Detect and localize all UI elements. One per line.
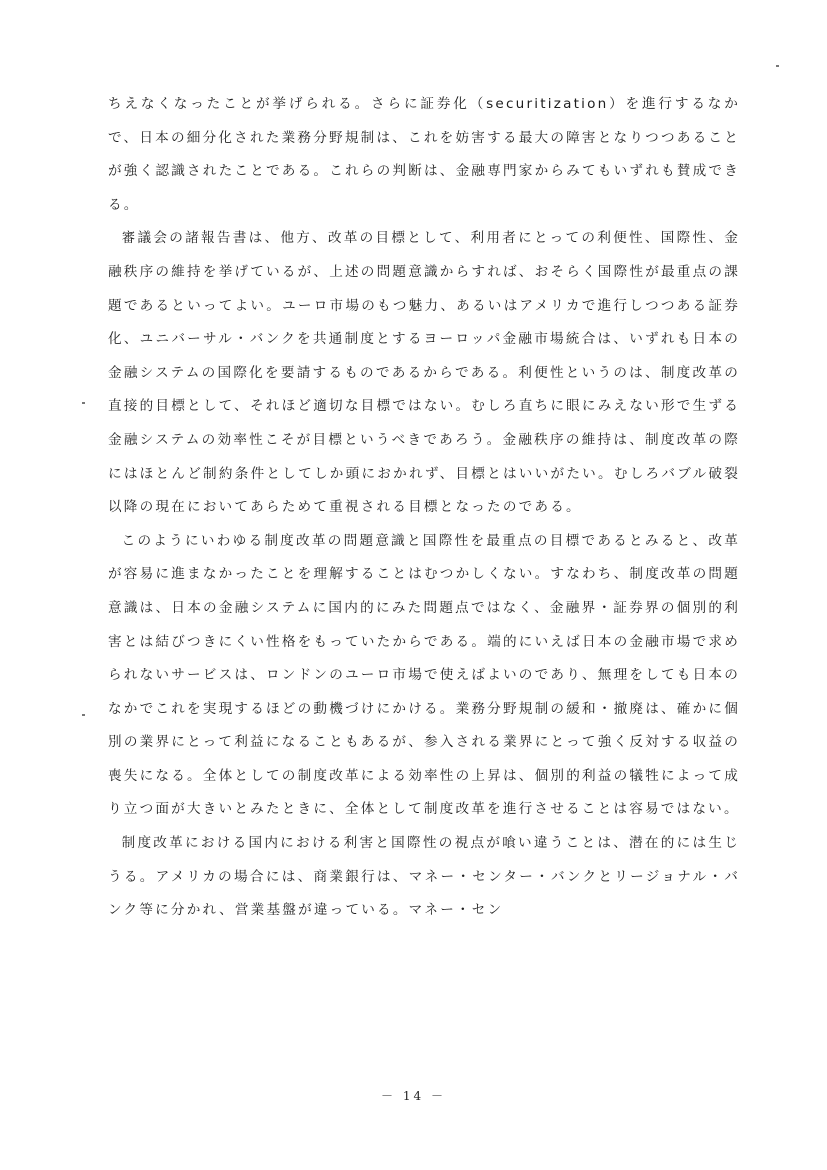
paragraph-4: 制度改革における国内における利害と国際性の視点が喰い違うことは、潜在的には生じうる。アメリカの場合には、商業銀行は、マネー・センター・バンクとリージョナル・バンク等に分かれ、営業基盤が違っている。マネー・セン — [108, 835, 740, 919]
paragraph-1: ちえなくなったことが挙げられる。さらに証券化（securitization）を進行するなかで、日本の細分化された業務分野規制は、これを妨害する最大の障害となりつつあることが強く認識されたことである。これらの判断は、金融専門家からみてもいずれも賛成できる。 — [108, 96, 740, 213]
scan-speck — [82, 402, 85, 404]
body-text — [108, 88, 740, 928]
paragraph-3: このようにいわゆる制度改革の問題意識と国際性を最重点の目標であるとみると、改革が容易に進まなかったことを理解することはむつかしくない。すなわち、制度改革の問題意識は、日本の金融システムに国内的にみた問題点ではなく、金融界・証券界の個別的利害とは結びつきにくい性格をもっていたからである。端的にいえば日本の金融市場で求められないサービスは、ロンドンのユーロ市場で使えばよいのであり、無理をしても日本のなかでこれを実現するほどの動機づけにかける。業務分野規制の緩和・撤廃は、確かに個別の業界にとって利益になることもあるが、参入される業界にとって強く反対する収益の喪失になる。全体としての制度改革による効率性の上昇は、個別的利益の犠牲によって成り立つ面が大きいとみたときに、全体として制度改革を進行させることは容易ではない。 — [108, 532, 740, 818]
paragraph-2: 審議会の諸報告書は、他方、改革の目標として、利用者にとっての利便性、国際性、金融秩序の維持を挙げているが、上述の問題意識からすれば、おそらく国際性が最重点の課題であるといってよい。ユーロ市場のもつ魅力、あるいはアメリカで進行しつつある証券化、ユニバーサル・バンクを共通制度とするヨーロッパ金融市場統合は、いずれも日本の金融システムの国際化を要請するものであるからである。利便性というのは、制度改革の直接的目標として、それほど適切な目標ではない。むしろ直ちに眼にみえない形で生ずる金融システムの効率性こそが目標というべきであろう。金融秩序の維持は、制度改革の際にはほとんど制約条件としてしか頭におかれず、目標とはいいがたい。むしろバブル破裂以降の現在においてあらためて重視される目標となったのである。 — [108, 230, 740, 516]
scan-speck — [82, 714, 85, 716]
scan-speck — [776, 65, 779, 67]
page-number: － 14 － — [381, 1089, 446, 1103]
